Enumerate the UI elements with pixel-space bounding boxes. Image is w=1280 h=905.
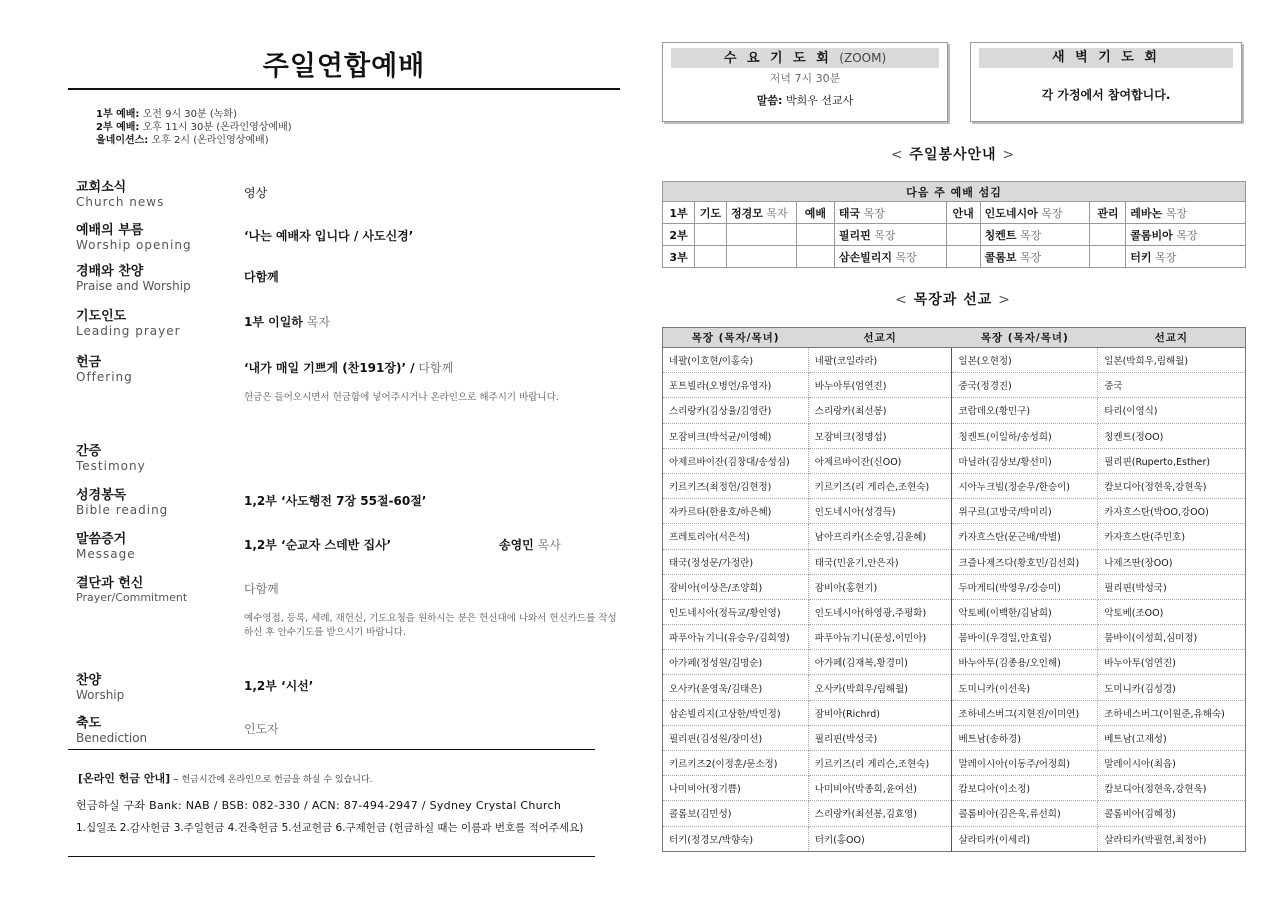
mission-field: 뭄바이(이성희,심미정)	[1098, 625, 1246, 650]
mission-field: 캄보디아(정현욱,강현욱)	[1098, 473, 1246, 498]
order-item-praise: 경배와 찬양 Praise and Worship 다함께	[76, 264, 279, 293]
offering-categories: 1.십일조 2.감사헌금 3.주일헌금 4.건축헌금 5.선교헌금 6.구제헌금 (헌금하실 때는 이름과 번호를 적어주세요)	[76, 822, 584, 834]
order-item-news: 교회소식 Church news 영상	[76, 180, 268, 209]
cell-group: 코람데오(황민구)	[952, 398, 1098, 423]
mission-field: 터키(홍OO)	[808, 826, 952, 851]
mission-field: 중국	[1098, 373, 1246, 398]
mission-row	[663, 725, 1246, 750]
order-item-bible: 성경봉독 Bible reading 1,2부 ‘사도행전 7장 55절-60절’	[76, 488, 427, 517]
service-title: 주일연합예배	[262, 51, 426, 82]
cell-group: 태국(정성문/가정란)	[663, 549, 809, 574]
mission-field: 살라티카(박필현,최정아)	[1098, 826, 1246, 851]
online-top-divider	[68, 749, 595, 750]
cell-group: 아가페(정성원/김명순)	[663, 650, 809, 675]
service-time-2: 2부 예배: 오후 11시 30분 (온라인영상예배)	[96, 122, 292, 133]
mission-field: 인도네시아(하영광,주평화)	[808, 599, 952, 624]
mission-row	[663, 549, 1246, 574]
mission-row	[663, 473, 1246, 498]
mission-table	[662, 327, 1246, 852]
cell-group: 스리랑카(김상율/김영란)	[663, 398, 809, 423]
mission-field: 아제르바이잔(신OO)	[808, 448, 952, 473]
mission-row	[663, 675, 1246, 700]
mission-row	[663, 574, 1246, 599]
bank-account: 헌금하실 구좌 Bank: NAB / BSB: 082-330 / ACN: 87-494-2947 / Sydney Crystal Church	[76, 799, 562, 812]
mission-row	[663, 801, 1246, 826]
serving-row: 3부 삼손빌리지 목장 콜롬보 목장 터키 목장	[663, 246, 1246, 268]
mission-row	[663, 599, 1246, 624]
mission-field: 태국(민윤기,안은자)	[808, 549, 952, 574]
cell-group: 악토베(이백한/김남희)	[952, 599, 1098, 624]
mission-field: 나제즈딴(장OO)	[1098, 549, 1246, 574]
dawn-text: 각 가정에서 참여합니다.	[1041, 88, 1171, 102]
offering-note: 헌금은 들어오시면서 헌금함에 넣어주시거나 온라인으로 해주시기 바랍니다.	[244, 392, 559, 403]
wednesday-time: 저녁 7시 30분	[769, 72, 841, 85]
serving-row: 1부 기도 정경모 목자 예배 태국 목장 안내 인도네시아 목장 관리 레바논 목장	[663, 202, 1246, 224]
mission-row	[663, 826, 1246, 851]
service-time-3: 올네이션스: 오후 2시 (온라인영상예배)	[96, 135, 269, 146]
cell-group: 도미니카(이선욱)	[952, 675, 1098, 700]
cell-group: 살라티카(이세리)	[952, 826, 1098, 851]
cell-group: 시아누크빌(정순우/한승이)	[952, 473, 1098, 498]
mission-row	[663, 524, 1246, 549]
mission-field: 남아프리카(소순영,김윤혜)	[808, 524, 952, 549]
mission-field: 말레이시아(최읍)	[1098, 751, 1246, 776]
wednesday-title: 수 요 기 도 회	[723, 51, 832, 66]
mission-field: 아가페(김재복,황경미)	[808, 650, 952, 675]
mission-field: 필리핀(박성국)	[808, 725, 952, 750]
mission-field: 모잠비크(정명섭)	[808, 423, 952, 448]
mission-row	[663, 625, 1246, 650]
mission-field: 필리핀(Ruperto,Esther)	[1098, 448, 1246, 473]
dawn-title: 새 벽 기 도 회	[979, 48, 1233, 68]
cell-group: 오사카(윤영욱/김태은)	[663, 675, 809, 700]
mission-field: 키르키즈(리 게리슨,조현숙)	[808, 751, 952, 776]
mission-row	[663, 398, 1246, 423]
mission-row	[663, 373, 1246, 398]
mission-field: 나미비아(박종희,윤여선)	[808, 776, 952, 801]
mission-field: 잠비아(홍현기)	[808, 574, 952, 599]
mission-field: 도미니카(김성경)	[1098, 675, 1246, 700]
cell-group: 베트남(송하경)	[952, 725, 1098, 750]
order-of-service-page	[68, 0, 620, 905]
mission-field: 일본(박희우,림해월)	[1098, 348, 1246, 373]
cell-group: 위구르(고방국/박미리)	[952, 499, 1098, 524]
mission-field: 필리핀(박성국)	[1098, 574, 1246, 599]
cell-group: 조하네스버그(지현진/이미연)	[952, 700, 1098, 725]
cell-group: 말레이시아(이동주/어정희)	[952, 751, 1098, 776]
announcements-page	[660, 0, 1246, 905]
mission-row	[663, 751, 1246, 776]
cell-group: 캄보디아(이소정)	[952, 776, 1098, 801]
cell-group: 칭켄트(이일하/송성희)	[952, 423, 1098, 448]
mission-row	[663, 650, 1246, 675]
mission-field: 스리랑카(최선봉)	[808, 398, 952, 423]
mission-field: 칭켄트(정OO)	[1098, 423, 1246, 448]
cell-group: 인도네시아(정득교/황인영)	[663, 599, 809, 624]
mission-row	[663, 448, 1246, 473]
serving-row: 2부 필리핀 목장 칭켄트 목장 콜롬비아 목장	[663, 224, 1246, 246]
mission-field: 인도네시아(성경득)	[808, 499, 952, 524]
cell-group: 일본(오현정)	[952, 348, 1098, 373]
commitment-note: 예수영접, 등록, 세례, 재헌신, 기도요청을 원하시는 분은 헌신대에 나와서 헌신카드를 작성하신 후 안수기도를 받으시기 바랍니다.	[244, 613, 617, 638]
cell-group: 파푸아뉴기니(유승우/김희영)	[663, 625, 809, 650]
cell-group: 아제르바이잔(김창대/송성심)	[663, 448, 809, 473]
mission-field: 카자흐스탄(주민호)	[1098, 524, 1246, 549]
dawn-prayer-box	[970, 42, 1242, 122]
mission-field: 콜롬비아(김혜정)	[1098, 801, 1246, 826]
cell-group: 모잠비크(박석균/이영혜)	[663, 423, 809, 448]
service-times	[96, 108, 292, 147]
order-item-commitment: 결단과 헌신 Prayer/Commitment 다함께 예수영접, 등록, 세례, 재헌신, 기도요청을 원하시는 분은 헌신대에 나와서 헌신카드를 작성하신 후 안수기도를 받으시기 바랍니다.	[76, 572, 620, 605]
cell-group: 프레토리아(서은석)	[663, 524, 809, 549]
mission-col-header: 목장 (목자/목녀)	[952, 328, 1098, 348]
order-item-opening: 예배의 부름 Worship opening ‘나는 예배자 입니다 / 사도신경’	[76, 223, 414, 252]
mission-field: 오사카(박희우/림해월)	[808, 675, 952, 700]
cell-group: 터키(정경모/박향숙)	[663, 826, 809, 851]
cell-group: 콜롬비아(김은욱,류선희)	[952, 801, 1098, 826]
mission-field: 캄보디아(정현욱,강현욱)	[1098, 776, 1246, 801]
mission-col-header: 선교지	[1098, 328, 1246, 348]
online-offering-notice: [온라인 헌금 안내] – 헌금시간에 온라인으로 헌금을 하실 수 있습니다.	[78, 772, 373, 785]
cell-group: 중국(정경진)	[952, 373, 1098, 398]
mission-field: 베트남(고재성)	[1098, 725, 1246, 750]
service-heading: < 주일봉사안내 >	[890, 147, 1016, 163]
cell-group: 나미비아(정기쁨)	[663, 776, 809, 801]
mission-field: 잠비아(Richrd)	[808, 700, 952, 725]
order-item-hymn: 찬양 Worship 1,2부 ‘시선’	[76, 673, 314, 702]
mission-field: 키르키즈(리 게리슨,조현숙)	[808, 473, 952, 498]
mission-field: 카자흐스탄(박OO,강OO)	[1098, 499, 1246, 524]
mission-field: 타리(이영식)	[1098, 398, 1246, 423]
cell-group: 마닐라(김상보/황선미)	[952, 448, 1098, 473]
service-time-1: 1부 예배: 오전 9시 30분 (녹화)	[96, 109, 237, 120]
cell-group: 자카르타(한용호/하은혜)	[663, 499, 809, 524]
mission-field: 네팔(코일라라)	[808, 348, 952, 373]
mission-row	[663, 348, 1246, 373]
serving-table-title: 다음 주 예배 섬김	[663, 182, 1246, 202]
mission-row	[663, 700, 1246, 725]
mission-field: 바누아투(엄연진)	[1098, 650, 1246, 675]
order-item-benediction: 축도 Benediction 인도자	[76, 716, 279, 745]
cell-group: 크즐나제즈다(황호민/김선희)	[952, 549, 1098, 574]
order-item-testimony: 간증 Testimony	[76, 444, 146, 473]
order-item-offering: 헌금 Offering ‘내가 매일 기쁘게 (찬191장)’ / 다함께 헌금은 들어오시면서 헌금함에 넣어주시거나 온라인으로 해주시기 바랍니다.	[76, 351, 620, 384]
cell-group: 키르키즈2(이정훈/문소정)	[663, 751, 809, 776]
mission-row	[663, 499, 1246, 524]
mission-field: 스리랑카(최선봉,김효영)	[808, 801, 952, 826]
mission-row	[663, 423, 1246, 448]
cell-group: 두마게티(박영우/강승미)	[952, 574, 1098, 599]
cell-group: 필리핀(김성원/장미선)	[663, 725, 809, 750]
mission-col-header: 목장 (목자/목녀)	[663, 328, 809, 348]
mission-field: 악토베(조OO)	[1098, 599, 1246, 624]
cell-group: 포트빌라(오병언/유영자)	[663, 373, 809, 398]
cell-group: 삼손빌리지(고상한/박민정)	[663, 700, 809, 725]
mission-col-header: 선교지	[808, 328, 952, 348]
cell-group: 뭄바이(우경일,안효림)	[952, 625, 1098, 650]
mission-field: 파푸아뉴기니(문성,이민아)	[808, 625, 952, 650]
serving-table	[662, 181, 1246, 268]
wednesday-prayer-box: 수 요 기 도 회 (ZOOM) 저녁 7시 30분 말씀: 박희우 선교사	[662, 42, 948, 122]
cell-group: 네팔(이호현/이홍숙)	[663, 348, 809, 373]
mission-field: 조하네스버그(이원준,유해숙)	[1098, 700, 1246, 725]
title-divider	[68, 88, 620, 90]
online-bottom-divider	[68, 856, 595, 857]
cell-group: 카자흐스탄(문근배/박별)	[952, 524, 1098, 549]
zoom-tag: (ZOOM)	[839, 51, 887, 65]
cell-group: 콜롬보(김민성)	[663, 801, 809, 826]
wednesday-speaker: 박희우 선교사	[785, 94, 854, 107]
mission-field: 바누아투(엄연진)	[808, 373, 952, 398]
cell-group: 키르키즈(최정헌/김현정)	[663, 473, 809, 498]
cell-group: 바누아투(김종용/오인해)	[952, 650, 1098, 675]
order-item-message: 말씀증거 Message 1,2부 ‘순교자 스데반 집사’ 송영민 목사	[76, 532, 561, 561]
mission-heading: < 목장과 선교 >	[895, 292, 1011, 308]
cell-group: 잠비아(이상은/조양희)	[663, 574, 809, 599]
order-item-prayer: 기도인도 Leading prayer 1부 이일하 목자	[76, 309, 330, 338]
mission-row	[663, 776, 1246, 801]
